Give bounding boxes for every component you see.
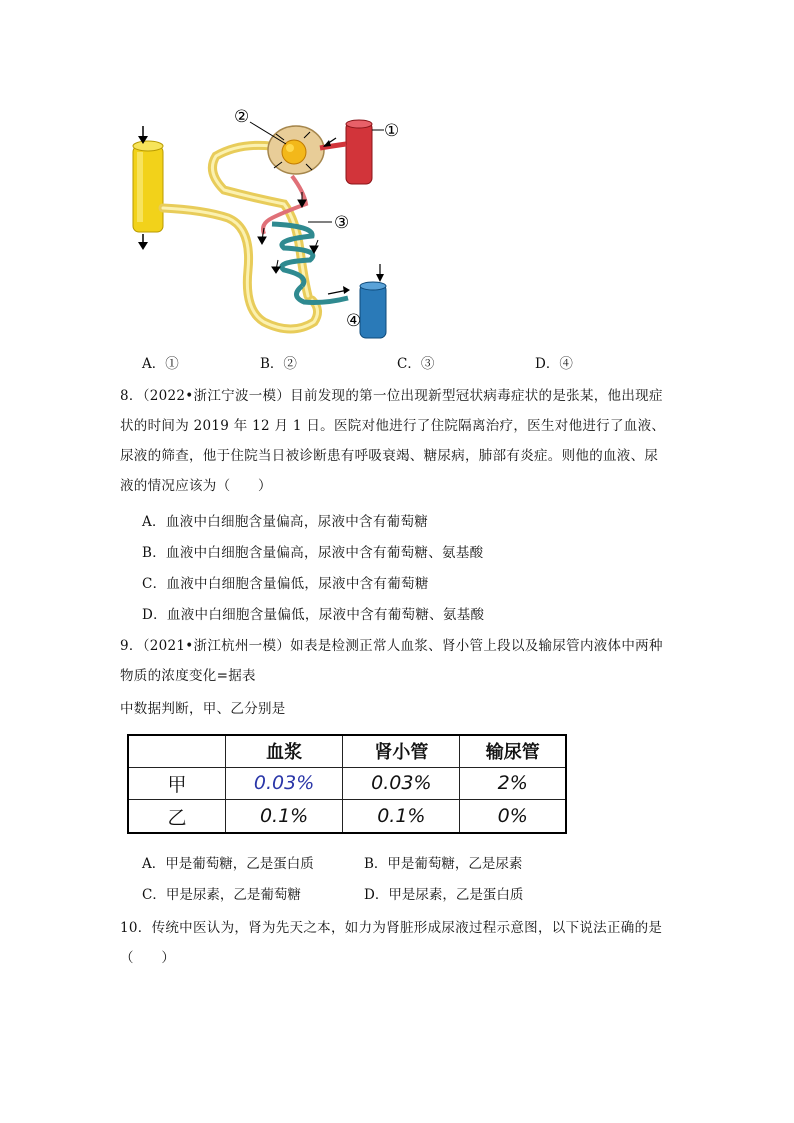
q9-stem-line-2: 物质的浓度变化=据表 xyxy=(120,668,256,684)
q7-option-d[interactable]: D．④ xyxy=(535,356,573,372)
q9-stem-line-1: 9．（2021•浙江杭州一模）如表是检测正常人血浆、肾小管上段以及输尿管内液体中两种 xyxy=(120,638,663,654)
table-header-cell xyxy=(128,735,226,767)
q9-option-c[interactable]: C．甲是尿素，乙是葡萄糖 xyxy=(142,887,301,903)
q8-stem-line-2: 状的时间为 2019 年 12 月 1 日。医院对他进行了住院隔离治疗，医生对他进行了血液、 xyxy=(120,418,666,434)
renal-artery xyxy=(346,120,372,184)
table-row-label: 甲 xyxy=(128,767,226,800)
q8-option-d[interactable]: D．血液中白细胞含量偏低，尿液中含有葡萄糖、氨基酸 xyxy=(142,607,485,623)
table-header-row xyxy=(128,735,566,767)
table-cell: 0% xyxy=(460,800,566,833)
label-2: ② xyxy=(234,107,250,127)
q10-stem-line-2: （ ） xyxy=(120,950,176,966)
table-row-label: 乙 xyxy=(128,800,226,833)
label-4: ④ xyxy=(346,311,362,331)
q8-stem-line-1: 8．（2022•浙江宁波一模）目前发现的第一位出现新型冠状病毒症状的是张某，他出现症 xyxy=(120,388,663,404)
q10-stem-line-1: 10．传统中医认为，肾为先天之本，如力为肾脏形成尿液过程示意图，以下说法正确的是 xyxy=(120,920,663,936)
q7-option-b[interactable]: B．② xyxy=(260,356,297,372)
q8-option-c[interactable]: C．血液中白细胞含量偏低，尿液中含有葡萄糖 xyxy=(142,576,429,592)
q7-option-a[interactable]: A．① xyxy=(142,356,179,372)
q9-data-table xyxy=(127,734,567,834)
label-1: ① xyxy=(384,121,400,141)
q9-option-d[interactable]: D．甲是尿素，乙是蛋白质 xyxy=(364,887,524,903)
table-row xyxy=(128,767,566,800)
label-3: ③ xyxy=(334,213,350,233)
nephron-diagram xyxy=(124,100,420,350)
q9-stem-line-3: 中数据判断，甲、乙分别是 xyxy=(120,701,286,717)
table-cell: 0.1% xyxy=(226,800,343,833)
collecting-duct xyxy=(133,141,163,232)
table-cell: 0.03% xyxy=(343,767,460,800)
q9-option-b[interactable]: B．甲是葡萄糖，乙是尿素 xyxy=(364,856,523,872)
q8-option-b[interactable]: B．血液中白细胞含量偏高，尿液中含有葡萄糖、氨基酸 xyxy=(142,545,484,561)
q7-option-c[interactable]: C．③ xyxy=(397,356,435,372)
table-cell: 0.03% xyxy=(226,767,343,800)
table-header-cell: 输尿管 xyxy=(460,735,566,767)
table-row xyxy=(128,800,566,833)
q9-option-a[interactable]: A．甲是葡萄糖，乙是蛋白质 xyxy=(142,856,314,872)
q8-stem-line-4: 液的情况应该为（ ） xyxy=(120,478,272,494)
table-header-cell: 血浆 xyxy=(226,735,343,767)
q8-stem-line-3: 尿液的筛查，他于住院当日被诊断患有呼吸衰竭、糖尿病，肺部有炎症。则他的血液、尿 xyxy=(120,448,659,464)
table-header-cell: 肾小管 xyxy=(343,735,460,767)
q8-option-a[interactable]: A．血液中白细胞含量偏高，尿液中含有葡萄糖 xyxy=(142,514,429,530)
table-cell: 0.1% xyxy=(343,800,460,833)
renal-vein xyxy=(360,282,386,338)
table-cell: 2% xyxy=(460,767,566,800)
